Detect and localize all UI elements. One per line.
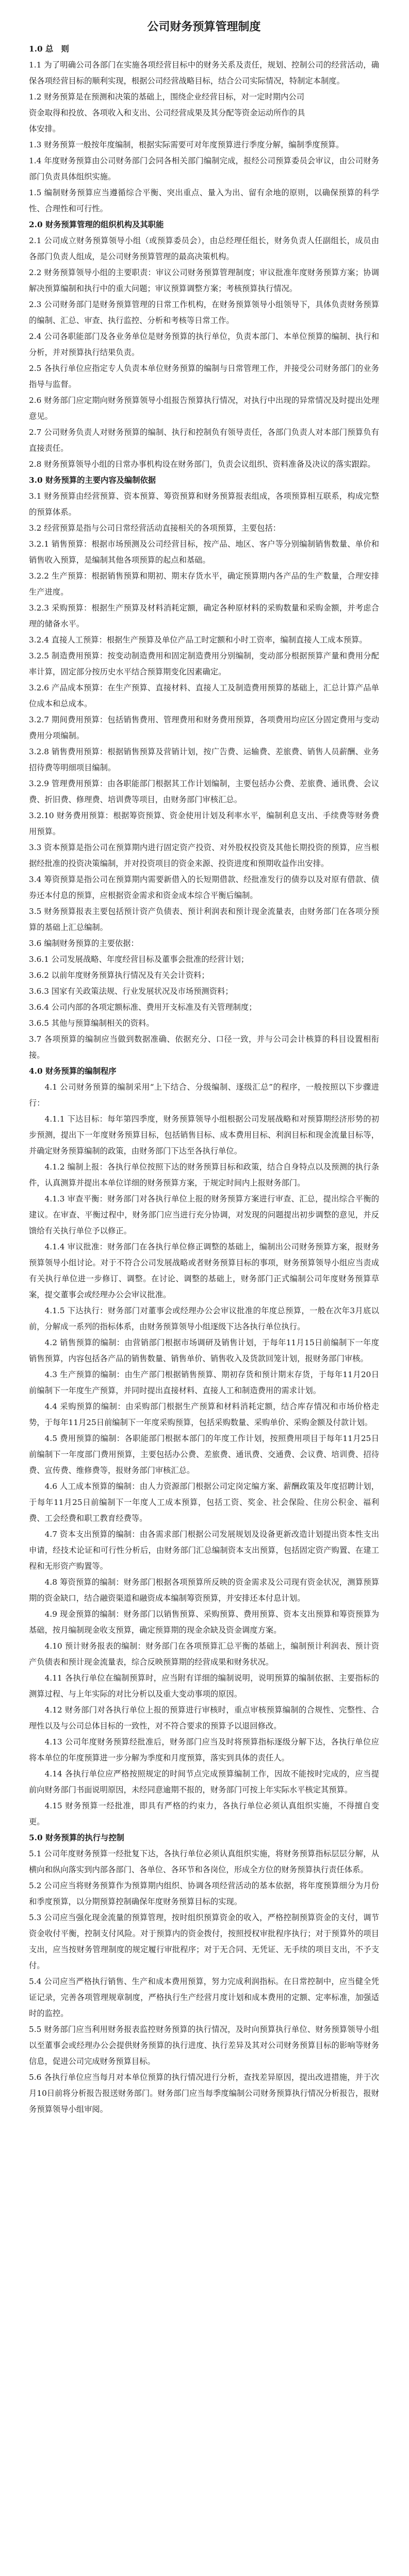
paragraph: 2.3 公司财务部门是财务预算管理的日常工作机构，在财务预算领导小组领导下，具体负责财务预算的编制、汇总、审查、执行监控、分析和考核等日常工作。	[29, 300, 379, 325]
section-heading: 5.0 财务预算的执行与控制	[29, 1833, 124, 1842]
paragraph: 4.15 财务预算一经批准，即具有严格的约束力，各执行单位必须认真组织实施，不得擅自变更。	[29, 1801, 379, 1826]
section-heading: 2.0 财务预算管理的组织机构及其职能	[29, 220, 164, 229]
section-heading: 3.0 财务预算的主要内容及编制依据	[29, 476, 156, 485]
paragraph: 4.1.1 下达目标：每年第四季度，财务预算领导小组根据公司发展战略和对预算期经济形势的初步预测，提出下一年度财务预算目标，包括销售目标、成本费用目标、利润目标和现金流量目标等，并确定财务预算编制的政策，由财务部门下达至各执行单位。	[29, 1114, 379, 1156]
paragraph: 3.2.4 直接人工预算：根据生产预算及单位产品工时定额和小时工资率，编制直接人工成本预算。	[29, 635, 367, 645]
paragraph: 3.6.4 公司内部的各项定额标准、费用开支标准及有关管理制度；	[29, 1003, 257, 1012]
paragraph: 3.2.2 生产预算：根据销售预算和期初、期末存货水平，确定预算期内各产品的生产数量，合理安排生产进度。	[29, 571, 379, 597]
paragraph: 4.8 筹资预算的编制：财务部门根据各项预算所反映的资金需求及公司现有资金状况，测算预算期的资金缺口，结合融资渠道和融资成本编制筹资预算，并安排还本付息计划。	[29, 1578, 379, 1603]
paragraph: 1.2 财务预算是在预测和决策的基础上，围绕企业经营目标，对一定时期内公司	[29, 92, 304, 101]
paragraph: 1.3 财务预算一般按年度编制，根据实际需要可对年度预算进行季度分解，编制季度预算。	[29, 140, 344, 149]
paragraph: 5.4 公司应当严格执行销售、生产和成本费用预算，努力完成利润指标。在日常控制中，应当健全凭证记录，完善各项管理规章制度，严格执行生产经营月度计划和成本费用的定额、定率标准，加强适时的监控。	[29, 1977, 379, 2018]
paragraph: 3.2.5 制造费用预算：按变动制造费用和固定制造费用分别编制，变动部分根据预算产量和费用分配率计算，固定部分按历史水平结合预算期变化因素确定。	[29, 651, 379, 676]
paragraph: 4.6 人工成本预算的编制：由人力资源部门根据公司定岗定编方案、薪酬政策及年度招聘计划，于每年11月25日前编制下一年度人工成本预算，包括工资、奖金、社会保险、住房公积金、福利费、工会经费和职工教育经费等。	[29, 1482, 379, 1523]
paragraph: 4.1.5 下达执行：财务部门对董事会或经理办公会审议批准的年度总预算，一般在次年3月底以前，分解成一系列的指标体系，由财务预算领导小组逐级下达各执行单位执行。	[29, 1306, 379, 1331]
paragraph: 4.14 各执行单位应严格按照规定的时间节点完成预算编制工作，因故不能按时完成的，应当提前向财务部门书面说明原因，未经同意逾期不报的，财务部门可按上年实际水平核定其预算。	[29, 1769, 379, 1794]
paragraph: 4.7 资本支出预算的编制：由各需求部门根据公司发展规划及设备更新改造计划提出资本性支出申请，经技术论证和可行性分析后，由财务部门汇总编制资本支出预算，包括固定资产购置、在建工程和无形资产购置等。	[29, 1530, 379, 1571]
paragraph: 体安排。	[29, 124, 61, 133]
paragraph: 3.4 筹资预算是指公司在预算期内需要新借入的长短期借款、经批准发行的债券以及对原有借款、债券还本付息的预算，应根据资金需求和资金成本综合平衡后编制。	[29, 875, 379, 900]
paragraph: 3.6.3 国家有关政策法规、行业发展状况及市场预测资料；	[29, 987, 233, 996]
paragraph: 3.2.8 销售费用预算：根据销售预算及营销计划，按广告费、运输费、差旅费、销售人员薪酬、业务招待费等明细项目编制。	[29, 747, 379, 772]
paragraph: 4.3 生产预算的编制：由生产部门根据销售预算、期初存货和预计期末存货，于每年11月20日前编制下一年度生产预算，并同时提出直接材料、直接人工和制造费用的需求计划。	[29, 1370, 379, 1395]
document-title: 公司财务预算管理制度	[147, 20, 261, 33]
paragraph: 3.2.9 管理费用预算：由各职能部门根据其工作计划编制，主要包括办公费、差旅费、通讯费、会议费、折旧费、修理费、培训费等项目，由财务部门审核汇总。	[29, 779, 379, 804]
paragraph: 4.5 费用预算的编制：各职能部门根据本部门的年度工作计划，按照费用项目于每年11月25日前编制下一年度部门费用预算，主要包括办公费、差旅费、通讯费、交通费、会议费、培训费、招待费、宣传费、维修费等，报财务部门审核汇总。	[29, 1434, 379, 1475]
paragraph: 3.6.5 其他与预算编制相关的资料。	[29, 1019, 154, 1028]
paragraph: 5.6 各执行单位应当每月对本单位预算的执行情况进行分析，查找差异原因，提出改进措施，并于次月10日前将分析报告报送财务部门。财务部门应当每季度编制公司财务预算执行情况分析报告，报财务预算领导小组审阅。	[29, 2073, 379, 2114]
paragraph: 2.2 财务预算领导小组的主要职责：审议公司财务预算管理制度；审议批准年度财务预算方案；协调解决预算编制和执行中的重大问题；审议预算调整方案；考核预算执行情况。	[29, 268, 379, 293]
paragraph: 3.6.1 公司发展战略、年度经营目标及董事会批准的经营计划；	[29, 955, 249, 964]
paragraph: 资金取得和投放、各项收入和支出、公司经营成果及其分配等资金运动所作的具	[29, 108, 305, 117]
paragraph: 4.4 采购预算的编制：由采购部门根据生产预算和材料消耗定额，结合库存情况和市场价格走势，于每年11月25日前编制下一年度采购预算，包括采购数量、采购单价、采购金额及付款计划。	[29, 1402, 379, 1427]
paragraph: 4.10 预计财务报表的编制：财务部门在各项预算汇总平衡的基础上，编制预计利润表、预计资产负债表和预计现金流量表，综合反映预算期的经营成果和财务状况。	[29, 1641, 379, 1667]
paragraph: 2.1 公司成立财务预算领导小组（或预算委员会），由总经理任组长，财务负责人任副组长，成员由各部门负责人组成，是公司财务预算管理的最高决策机构。	[29, 236, 379, 261]
paragraph: 5.1 公司年度财务预算一经批复下达，各执行单位必须认真组织实施，将财务预算指标层层分解，从横向和纵向落实到内部各部门、各单位、各环节和各岗位，形成全方位的财务预算执行责任体系。	[29, 1849, 379, 1874]
paragraph: 2.8 财务预算领导小组的日常办事机构设在财务部门，负责会议组织、资料准备及决议的落实跟踪。	[29, 460, 375, 469]
paragraph: 4.1.2 编制上报：各执行单位按照下达的财务预算目标和政策，结合自身特点以及预测的执行条件，认真测算并提出本单位详细的财务预算方案，于规定时间内上报财务部门。	[29, 1162, 379, 1188]
paragraph: 4.2 销售预算的编制：由营销部门根据市场调研及销售计划，于每年11月15日前编制下一年度销售预算，内容包括各产品的销售数量、销售单价、销售收入及货款回笼计划，报财务部门审核。	[29, 1338, 379, 1363]
section-heading: 1.0 总 则	[29, 44, 69, 54]
paragraph: 4.1.4 审议批准：财务部门在各执行单位修正调整的基础上，编制出公司财务预算方案，报财务预算领导小组讨论。对于不符合公司发展战略或者财务预算目标的事项，财务预算领导小组应当责成有关执行单位进一步修订、调整。在讨论、调整的基础上，财务部门正式编制公司年度财务预算草案，提交董事会或经理办公会审议批准。	[29, 1242, 379, 1299]
paragraph: 3.6.2 以前年度财务预算执行情况及有关会计资料；	[29, 971, 209, 980]
paragraph: 3.5 财务预算报表主要包括预计资产负债表、预计利润表和预计现金流量表，由财务部门在各项分预算的基础上汇总编制。	[29, 907, 379, 932]
paragraph: 5.3 公司应当强化现金流量的预算管理，按时组织预算资金的收入，严格控制预算资金的支付，调节资金收付平衡，控制支付风险。对于预算内的资金拨付，按照授权审批程序执行；对于预算外的项目支出，应当按财务管理制度的规定履行审批程序；对于无合同、无凭证、无手续的项目支出，不予支付。	[29, 1913, 379, 1970]
paragraph: 2.6 财务部门应定期向财务预算领导小组报告预算执行情况，对执行中出现的异常情况及时提出处理意见。	[29, 396, 379, 421]
paragraph: 3.7 各项预算的编制应当做到数据准确、依据充分、口径一致，并与公司会计核算的科目设置相衔接。	[29, 1035, 379, 1060]
paragraph: 3.2.1 销售预算：根据市场预测及公司经营目标，按产品、地区、客户等分别编制销售数量、单价和销售收入预算，是编制其他各项预算的起点和基础。	[29, 539, 379, 565]
paragraph: 4.1.3 审查平衡：财务部门对各执行单位上报的财务预算方案进行审查、汇总，提出综合平衡的建议。在审查、平衡过程中，财务部门应当进行充分协调，对发现的问题提出初步调整的意见，并反馈给有关执行单位予以修正。	[29, 1194, 379, 1235]
paragraph: 5.2 公司应当将财务预算作为预算期内组织、协调各项经营活动的基本依据，将年度预算细分为月份和季度预算，以分期预算控制确保年度财务预算目标的实现。	[29, 1881, 379, 1906]
paragraph: 4.11 各执行单位在编制预算时，应当附有详细的编制说明，说明预算的编制依据、主要指标的测算过程、与上年实际的对比分析以及重大变动事项的原因。	[29, 1673, 379, 1699]
paragraph: 3.2.10 财务费用预算：根据筹资预算、资金使用计划及利率水平，编制利息支出、手续费等财务费用预算。	[29, 811, 379, 836]
paragraph: 4.12 财务部门对各执行单位上报的预算进行审核时，重点审核预算编制的合规性、完整性、合理性以及与公司总体目标的一致性，对不符合要求的预算予以退回修改。	[29, 1705, 379, 1731]
paragraph: 3.2.3 采购预算：根据生产预算及材料消耗定额，确定各种原材料的采购数量和采购金额，并考虑合理的储备水平。	[29, 603, 379, 629]
paragraph: 1.4 年度财务预算由公司财务部门会同各相关部门编制完成，报经公司预算委员会审议，由公司财务部门负责具体组织实施。	[29, 156, 379, 181]
document-body	[29, 41, 379, 2117]
paragraph: 2.7 公司财务负责人对财务预算的编制、执行和控制负有领导责任，各部门负责人对本部门预算负有直接责任。	[29, 428, 379, 453]
paragraph: 4.9 现金预算的编制：财务部门以销售预算、采购预算、费用预算、资本支出预算和筹资预算为基础，按月编制现金收支预算，确定预算期的现金余缺及资金调度方案。	[29, 1609, 379, 1635]
paragraph: 3.6 编制财务预算的主要依据：	[29, 939, 139, 948]
paragraph: 1.5 编制财务预算应当遵循综合平衡、突出重点、量入为出、留有余地的原则，以确保预算的科学性、合理性和可行性。	[29, 188, 379, 213]
paragraph: 4.1 公司财务预算的编制采用“上下结合、分级编制、逐级汇总”的程序，一般按照以下步骤进行：	[29, 1082, 379, 1108]
paragraph: 3.1 财务预算由经营预算、资本预算、筹资预算和财务预算报表组成，各项预算相互联系，构成完整的预算体系。	[29, 492, 379, 517]
paragraph: 2.4 公司各职能部门及各业务单位是财务预算的执行单位，负责本部门、本单位预算的编制、执行和分析，并对预算执行结果负责。	[29, 332, 379, 357]
paragraph: 1.1 为了明确公司各部门在实施各项经营目标中的财务关系及责任，规划、控制公司的经营活动，确保各项经营目标的顺利实现，根据公司经营战略目标，结合公司实际情况，特制定本制度。	[29, 60, 379, 86]
paragraph: 3.2.7 期间费用预算：包括销售费用、管理费用和财务费用预算，各项费用均应区分固定费用与变动费用分项编制。	[29, 715, 379, 740]
paragraph: 4.13 公司年度财务预算经批准后，财务部门应当及时将预算指标逐级分解下达，各执行单位应将本单位的年度预算进一步分解为季度和月度预算，落实到具体的责任人。	[29, 1737, 379, 1762]
paragraph: 2.5 各执行单位应指定专人负责本单位财务预算的编制与日常管理工作，并接受公司财务部门的业务指导与监督。	[29, 364, 379, 389]
paragraph: 5.5 财务部门应当利用财务报表监控财务预算的执行情况，及时向预算执行单位、财务预算领导小组以至董事会或经理办公会提供财务预算的执行进度、执行差异及其对公司财务预算目标的影响等财务信息，促进公司完成财务预算目标。	[29, 2025, 379, 2066]
section-heading: 4.0 财务预算的编制程序	[29, 1066, 117, 1076]
paragraph: 3.2.6 产品成本预算：在生产预算、直接材料、直接人工及制造费用预算的基础上，汇总计算产品单位成本和总成本。	[29, 683, 379, 708]
paragraph: 3.3 资本预算是指公司在预算期内进行固定资产投资、对外股权投资及其他长期投资的预算，应当根据经批准的投资决策编制，并对投资项目的资金来源、投资进度和预期收益作出安排。	[29, 843, 379, 868]
paragraph: 3.2 经营预算是指与公司日常经营活动直接相关的各项预算，主要包括：	[29, 523, 281, 533]
